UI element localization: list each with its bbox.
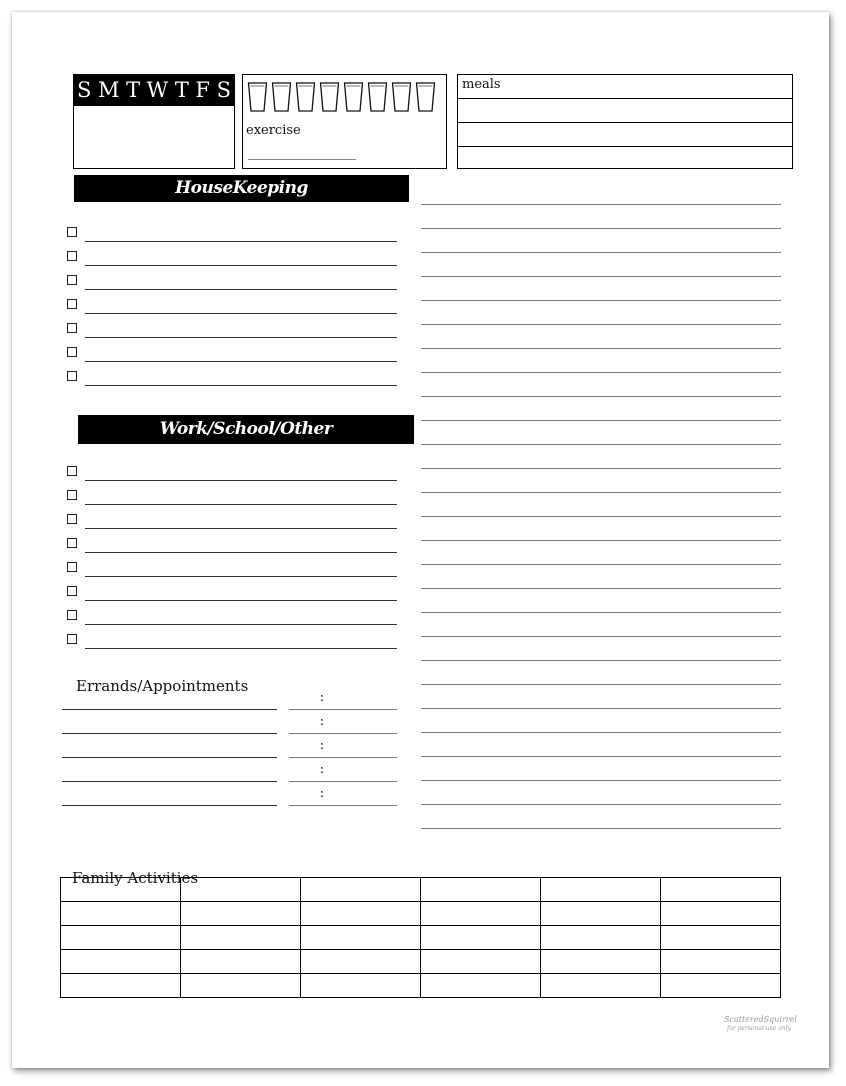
day-tue[interactable]: T <box>126 78 141 102</box>
time-line[interactable] <box>289 757 397 758</box>
days-bar <box>74 75 234 106</box>
family-cell[interactable] <box>301 974 421 998</box>
note-line[interactable] <box>421 612 781 613</box>
note-line[interactable] <box>421 204 781 205</box>
meals-label: meals <box>462 77 501 92</box>
logo-line-1: ScatteredSquirrel <box>724 1015 797 1024</box>
time-colon: : <box>319 714 325 729</box>
family-cell[interactable] <box>661 878 781 902</box>
family-cell[interactable] <box>61 926 181 950</box>
task-line[interactable] <box>85 552 397 553</box>
housekeeping-header: HouseKeeping <box>74 175 409 202</box>
water-glass-icon[interactable] <box>247 81 268 113</box>
family-activities-title: Family Activities <box>72 869 199 887</box>
checkbox[interactable] <box>67 490 77 500</box>
errand-line[interactable] <box>62 733 277 734</box>
task-line[interactable] <box>85 624 397 625</box>
time-line[interactable] <box>289 781 397 782</box>
task-line[interactable] <box>85 313 397 314</box>
meals-row[interactable] <box>458 146 792 147</box>
errands-title: Errands/Appointments <box>76 677 249 695</box>
checkbox[interactable] <box>67 538 77 548</box>
note-line[interactable] <box>421 372 781 373</box>
checkbox[interactable] <box>67 227 77 237</box>
note-line[interactable] <box>421 516 781 517</box>
water-glass-icon[interactable] <box>343 81 364 113</box>
task-line[interactable] <box>85 504 397 505</box>
family-cell[interactable] <box>661 902 781 926</box>
meals-row[interactable] <box>458 122 792 123</box>
checkbox[interactable] <box>67 371 77 381</box>
family-cell[interactable] <box>661 974 781 998</box>
family-cell[interactable] <box>301 878 421 902</box>
family-cell[interactable] <box>421 926 541 950</box>
note-line[interactable] <box>421 300 781 301</box>
note-line[interactable] <box>421 756 781 757</box>
family-cell[interactable] <box>181 950 301 974</box>
note-line[interactable] <box>421 708 781 709</box>
checkbox[interactable] <box>67 251 77 261</box>
day-sun[interactable]: S <box>77 78 92 102</box>
family-cell[interactable] <box>181 878 301 902</box>
family-activities-table <box>60 877 781 998</box>
family-cell[interactable] <box>181 926 301 950</box>
task-line[interactable] <box>85 289 397 290</box>
checkbox[interactable] <box>67 634 77 644</box>
checkbox[interactable] <box>67 610 77 620</box>
day-thu[interactable]: T <box>174 78 189 102</box>
exercise-line[interactable] <box>248 159 356 160</box>
note-line[interactable] <box>421 252 781 253</box>
family-row <box>61 902 781 926</box>
note-line[interactable] <box>421 396 781 397</box>
family-cell[interactable] <box>541 974 661 998</box>
water-tracker <box>247 81 436 113</box>
water-glass-icon[interactable] <box>319 81 340 113</box>
time-colon: : <box>319 738 325 753</box>
family-cell[interactable] <box>181 902 301 926</box>
errand-line[interactable] <box>62 781 277 782</box>
family-cell[interactable] <box>421 902 541 926</box>
family-row <box>61 950 781 974</box>
checkbox[interactable] <box>67 347 77 357</box>
family-cell[interactable] <box>541 902 661 926</box>
meals-row[interactable] <box>458 98 792 99</box>
note-line[interactable] <box>421 228 781 229</box>
family-cell[interactable] <box>61 878 181 902</box>
note-line[interactable] <box>421 468 781 469</box>
work-header: Work/School/Other <box>78 415 414 444</box>
family-cell[interactable] <box>301 926 421 950</box>
task-line[interactable] <box>85 337 397 338</box>
time-line[interactable] <box>289 709 397 710</box>
family-cell[interactable] <box>541 950 661 974</box>
time-line[interactable] <box>289 805 397 806</box>
task-line[interactable] <box>85 241 397 242</box>
time-colon: : <box>319 690 325 705</box>
task-line[interactable] <box>85 528 397 529</box>
task-line[interactable] <box>85 576 397 577</box>
family-cell[interactable] <box>421 950 541 974</box>
family-cell[interactable] <box>301 950 421 974</box>
day-fri[interactable]: F <box>195 78 210 102</box>
note-line[interactable] <box>421 276 781 277</box>
note-line[interactable] <box>421 444 781 445</box>
note-line[interactable] <box>421 492 781 493</box>
day-mon[interactable]: M <box>97 78 120 102</box>
note-line[interactable] <box>421 564 781 565</box>
water-glass-icon[interactable] <box>295 81 316 113</box>
time-colon: : <box>319 762 325 777</box>
family-cell[interactable] <box>61 974 181 998</box>
task-line[interactable] <box>85 600 397 601</box>
water-glass-icon[interactable] <box>367 81 388 113</box>
family-cell[interactable] <box>541 878 661 902</box>
family-cell[interactable] <box>301 902 421 926</box>
water-glass-icon[interactable] <box>271 81 292 113</box>
note-line[interactable] <box>421 348 781 349</box>
planner-page <box>12 12 829 1068</box>
exercise-label: exercise <box>246 123 301 138</box>
note-line[interactable] <box>421 324 781 325</box>
note-line[interactable] <box>421 684 781 685</box>
time-colon: : <box>319 786 325 801</box>
family-row <box>61 878 781 902</box>
day-wed[interactable]: W <box>146 78 169 102</box>
checkbox[interactable] <box>67 466 77 476</box>
note-line[interactable] <box>421 660 781 661</box>
checkbox[interactable] <box>67 586 77 596</box>
note-line[interactable] <box>421 540 781 541</box>
family-cell[interactable] <box>661 926 781 950</box>
task-line[interactable] <box>85 265 397 266</box>
family-cell[interactable] <box>421 878 541 902</box>
note-line[interactable] <box>421 588 781 589</box>
task-line[interactable] <box>85 385 397 386</box>
water-glass-icon[interactable] <box>391 81 412 113</box>
family-cell[interactable] <box>421 974 541 998</box>
task-line[interactable] <box>85 361 397 362</box>
note-line[interactable] <box>421 636 781 637</box>
family-row <box>61 974 781 998</box>
errand-line[interactable] <box>62 709 277 710</box>
family-cell[interactable] <box>61 902 181 926</box>
note-line[interactable] <box>421 420 781 421</box>
family-row <box>61 926 781 950</box>
family-cell[interactable] <box>661 950 781 974</box>
checkbox[interactable] <box>67 299 77 309</box>
errand-line[interactable] <box>62 757 277 758</box>
note-line[interactable] <box>421 732 781 733</box>
days-of-week-box <box>73 74 235 169</box>
task-line[interactable] <box>85 648 397 649</box>
water-glass-icon[interactable] <box>415 81 436 113</box>
family-cell[interactable] <box>181 974 301 998</box>
checkbox[interactable] <box>67 514 77 524</box>
family-cell[interactable] <box>541 926 661 950</box>
logo-line-2: for personal use only <box>726 1025 791 1032</box>
note-line[interactable] <box>421 804 781 805</box>
time-line[interactable] <box>289 733 397 734</box>
note-line[interactable] <box>421 828 781 829</box>
family-cell[interactable] <box>61 950 181 974</box>
brand-logo <box>724 1015 797 1035</box>
meals-box <box>457 74 793 169</box>
checkbox[interactable] <box>67 275 77 285</box>
note-line[interactable] <box>421 780 781 781</box>
checkbox[interactable] <box>67 562 77 572</box>
errand-line[interactable] <box>62 805 277 806</box>
checkbox[interactable] <box>67 323 77 333</box>
day-sat[interactable]: S <box>216 78 231 102</box>
task-line[interactable] <box>85 480 397 481</box>
water-exercise-box <box>242 74 447 169</box>
